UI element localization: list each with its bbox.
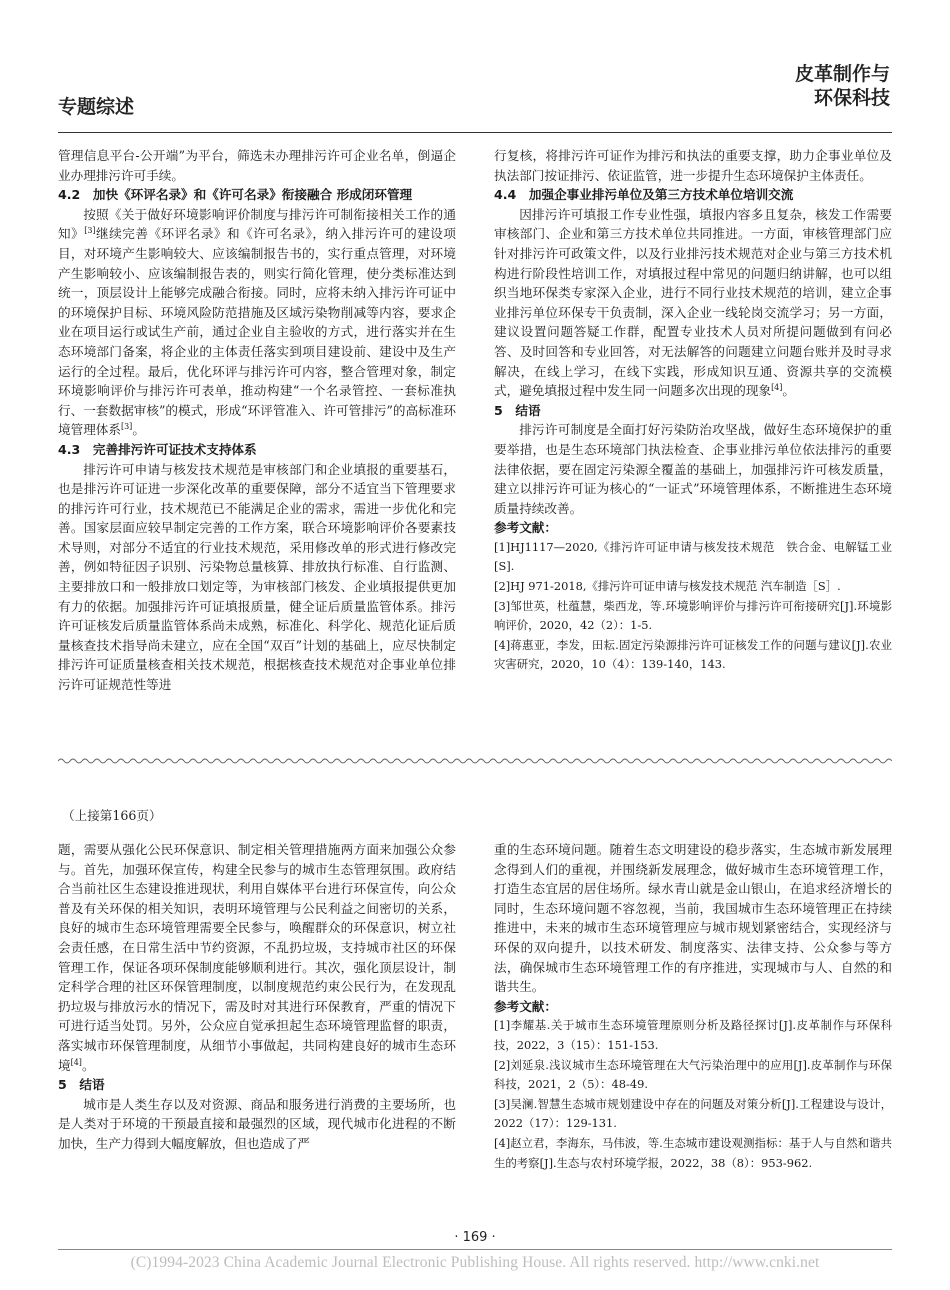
paragraph: 因排污许可填报工作专业性强，填报内容多且复杂，核发工作需要审核部门、企业和第三方技术单位共同推进。一方面，审核管理部门应针对排污许可政策文件，以及行业排污技术规范对企业与第三方技术机构进行阶段性培训工作，对填报过程中常见的问题归纳讲解，也可以组织当地环保类专家深入企业，进行不同行业技术规范的培训，建立企事业排污单位环保专干负责制，深入企业一线轮岗交流学习；另一方面，建议设置问题答疑工作群，配置专业技术人员对所提问题做到有问必答、及时回答和专业回答，对无法解答的问题建立问题台账并及时寻求解决，在线上学习，在线下实践，形成知识互通、资源共享的交流模式，避免填报过程中发生同一问题多次出现的现象[4]。 [494,206,892,399]
paragraph: 行复核，将排污许可证作为排污和执法的重要支撑，助力企事业单位及执法部门按证排污、依证监管，进一步提升生态环境保护主体责任。 [494,148,892,183]
reference-item: [2]刘延泉.浅议城市生态环境管理在大气污染治理中的应用[J].皮革制作与环保科技，2021，2（5）：48-49. [494,1057,892,1092]
references-heading: 参考文献： [494,520,557,536]
wavy-divider [58,756,892,766]
paragraph: 城市是人类生存以及对资源、商品和服务进行消费的主要场所，也是人类对于环境的干预最直接和最强烈的区域，现代城市化进程的不断加快，生产力得到大幅度解放，但也造成了严 [58,1096,456,1151]
paragraph: 排污许可申请与核发技术规范是审核部门和企业填报的重要基石，也是排污许可证进一步深化改革的重要保障，部分不适宜当下管理要求的排污许可行业，技术规范已不能满足企业的需求，需进一步优化和完善。国家层面应较早制定完善的工作方案，联合环境影响评价各要素技术导则，对部分不适宜的行业技术规范，采用修改单的形式进行修改完善，例如特征因子识别、污染物总量核算、排放执行标准、自行监测、主要排放口和一般排放口划定等，为审核部门核发、企业填报提供更加有力的依据。加强排污许可证填报质量，健全证后质量监管体系。排污许可证核发后质量监管体系尚未成熟，标准化、科学化、规范化证后质量核查技术指导尚未建立，应在全国“双百”计划的基础上，应尽快制定排污许可证质量核查相关技术规范，根据核查技术规范对企事业单位排污许可证规范性等进 [58,461,456,693]
section-heading-5: 5 结语 [494,402,541,418]
copyright-watermark: (C)1994-2023 China Academic Journal Electronic Publishing House. All rights reserved. http://www.cnki.net [130,1254,820,1271]
bottom-right-column [494,840,892,1173]
reference-item: [1]李耀基.关于城市生态环境管理原则分析及路径探讨[J].皮革制作与环保科技，2022，3（15）：151-153. [494,1018,892,1052]
paragraph: 按照《关于做好环境影响评价制度与排污许可制衔接相关工作的通知》[3]继续完善《环评名录》和《许可名录》，纳入排污许可的建设项目，对环境产生影响较大、应该编制报告书的，实行重点管理，对环境产生影响较小、应该编制报告表的，则实行简化管理，使分类标准达到统一，顶层设计上能够完成融合衔接。同时，应将未纳入排污许可证中的环境保护目标、环境风险防范措施及区域污染物削减等内容，要求企业在项目运行或试生产前，通过企业自主验收的方式，进行落实并在生态环境部门备案，将企业的主体责任落实到项目建设前、建设中及生产运行的全过程。最后，优化环评与排污许可内容，整合管理对象，制定环境影响评价与排污许可表单，推动构建“一个名录管控、一套标准执行、一套数据审核”的模式，形成“环评管准入、许可管排污”的高标准环境管理体系[3]。 [58,206,457,438]
section-title: 专题综述 [58,96,135,118]
reference-item: [4]蒋惠亚，李发，田耘.固定污染源排污许可证核发工作的问题与建议[J].农业灾害研究，2020，10（4）：139-140，143. [494,637,892,672]
journal-title [795,62,890,110]
journal-title-line2: 环保科技 [813,87,890,109]
paragraph: 题，需要从强化公民环保意识、制定相关管理措施两方面来加强公众参与。首先，加强环保宣传，构建全民参与的城市生态管理氛围。政府结合当前社区生态建设推进现状，利用自媒体平台进行环保宣传，向公众普及有关环保的相关知识，表明环境管理与公民利益之间密切的关系，良好的城市生态环境管理需要全民参与，唤醒群众的环保意识，树立社会责任感，在日常生活中节约资源，不乱扔垃圾，支持城市社区的环保管理工作，保证各项环保制度能够顺利进行。其次，强化顶层设计，制定科学合理的社区环保管理制度，以制度规范约束公民行为，在发现乱扔垃圾与排放污水的情况下，需及时对其进行环保教育，严重的情况下可进行适当处罚。另外，公众应自觉承担起生态环境管理监督的职责，落实城市环保管理制度，从细节小事做起，共同构建良好的城市生态环境[4]。 [58,842,456,1073]
section-heading-4-4: 4.4 加强企事业排污单位及第三方技术单位培训交流 [494,187,794,203]
citation: [3] [84,226,96,236]
citation: [4] [771,382,783,392]
top-left-column [58,146,456,695]
reference-item: [2]HJ 971-2018,《排污许可证申请与核发技术规范 汽车制造［S］. [494,579,841,594]
reference-item: [4]赵立君，李海东，马伟波，等.生态城市建设观测指标：基于人与自然和谐共生的考察[J].生态与农村环境学报，2022，38（8）：953-962. [494,1135,892,1170]
header-rule [58,132,892,133]
top-right-column [494,146,892,675]
footer-rule [58,1249,892,1250]
reference-item: [3]邹世英，杜蕴慧，柴西龙，等.环境影响评价与排污许可衔接研究[J].环境影响评价，2020，42（2）：1-5. [494,598,892,633]
page-number: · 169 · [454,1230,496,1245]
paragraph: 管理信息平台-公开端”为平台，筛选未办理排污许可企业名单，倒逼企业办理排污许可手续。 [58,148,456,183]
section-heading-4-2: 4.2 加快《环评名录》和《许可名录》衔接融合 形成闭环管理 [58,187,413,203]
continued-from-note: （上接第166页） [62,808,162,823]
reference-item: [3]吴澜.智慧生态城市规划建设中存在的问题及对策分析[J].工程建设与设计，2022（17）：129-131. [494,1096,892,1131]
citation: [3] [120,422,133,432]
citation: [4] [70,1057,82,1067]
section-heading-5: 5 结语 [58,1077,105,1093]
reference-item: [1]HJ1117—2020,《排污许可证申请与核发技术规范 铁合金、电解锰工业[S]. [494,539,892,574]
references-heading: 参考文献： [494,998,557,1014]
paragraph: 排污许可制度是全面打好污染防治攻坚战，做好生态环境保护的重要举措，也是生态环境部门执法检查、企事业排污单位依法排污的重要法律依据，要在固定污染源全覆盖的基础上，加强排污许可核发质量，建立以排污许可证为核心的“一证式”环境管理体系，不断推进生态环境质量持续改善。 [494,422,892,516]
section-heading-4-3: 4.3 完善排污许可证技术支持体系 [58,441,257,457]
journal-title-line1: 皮革制作与 [794,63,890,85]
bottom-left-column [58,840,456,1154]
paragraph: 重的生态环境问题。随着生态文明建设的稳步落实，生态城市新发展理念得到人们的重视，并围绕新发展理念，做好城市生态环境管理工作，打造生态宜居的居住场所。绿水青山就是金山银山，在追求经济增长的同时，生态环境问题不容忽视，当前，我国城市生态环境管理正在持续推进中，未来的城市生态环境管理应与城市规划紧密结合，实现经济与环保的双向提升，以技术研发、制度落实、法律支持、公众参与等方法，确保城市生态环境管理工作的有序推进，实现城市与人、自然的和谐共生。 [494,842,892,995]
